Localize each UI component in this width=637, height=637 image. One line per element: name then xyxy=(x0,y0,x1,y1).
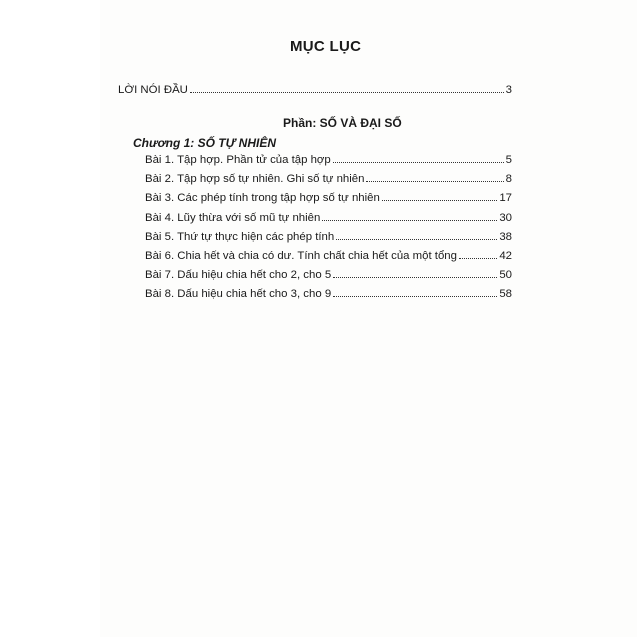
toc-entry-label: Bài 5. Thứ tự thực hiện các phép tính xyxy=(145,231,335,243)
toc-entry[interactable] xyxy=(145,208,512,224)
toc-entry-preface[interactable] xyxy=(118,80,512,96)
dot-leader xyxy=(366,171,503,182)
dot-leader xyxy=(190,82,504,93)
part-title: Phần: SỐ VÀ ĐẠI SỐ xyxy=(283,116,402,130)
page-title: MỤC LỤC xyxy=(290,38,362,55)
toc-entry-label: Bài 4. Lũy thừa với số mũ tự nhiên xyxy=(145,212,321,224)
toc-entry-page: 17 xyxy=(499,192,512,204)
toc-entry[interactable] xyxy=(145,265,512,281)
toc-entry[interactable] xyxy=(145,188,512,204)
chapter-1-title: Chương 1: SỐ TỰ NHIÊN xyxy=(133,136,276,150)
toc-entry-label: Bài 1. Tập hợp. Phần tử của tập hợp xyxy=(145,154,331,166)
toc-entry-page: 38 xyxy=(499,231,512,243)
toc-entry-label: Bài 6. Chia hết và chia có dư. Tính chất chia hết của một tổng xyxy=(145,250,457,262)
dot-leader xyxy=(459,248,497,259)
toc-entry[interactable] xyxy=(145,227,512,243)
toc-entry-page: 8 xyxy=(505,173,512,185)
dot-leader xyxy=(333,286,497,297)
toc-entry-label: Bài 2. Tập hợp số tự nhiên. Ghi số tự nhiên xyxy=(145,173,365,185)
toc-entry-label: LỜI NÓI ĐẦU xyxy=(118,84,188,96)
toc-entry-page: 42 xyxy=(499,250,512,262)
dot-leader xyxy=(382,190,497,201)
toc-entry[interactable] xyxy=(145,169,512,185)
toc-entry-page: 5 xyxy=(505,154,512,166)
dot-leader xyxy=(336,229,497,240)
dot-leader xyxy=(322,210,497,221)
toc-entry-label: Bài 7. Dấu hiệu chia hết cho 2, cho 5 xyxy=(145,269,332,281)
toc-entry-page: 30 xyxy=(499,212,512,224)
toc-entry-label: Bài 3. Các phép tính trong tập hợp số tự nhiên xyxy=(145,192,380,204)
toc-entry[interactable] xyxy=(145,284,512,300)
toc-entry[interactable] xyxy=(145,150,512,166)
dot-leader xyxy=(333,267,497,278)
dot-leader xyxy=(333,152,504,163)
toc-entry[interactable] xyxy=(145,246,512,262)
toc-entry-page: 58 xyxy=(499,288,512,300)
toc-entry-page: 50 xyxy=(499,269,512,281)
toc-entry-label: Bài 8. Dấu hiệu chia hết cho 3, cho 9 xyxy=(145,288,332,300)
toc-entry-page: 3 xyxy=(505,84,512,96)
